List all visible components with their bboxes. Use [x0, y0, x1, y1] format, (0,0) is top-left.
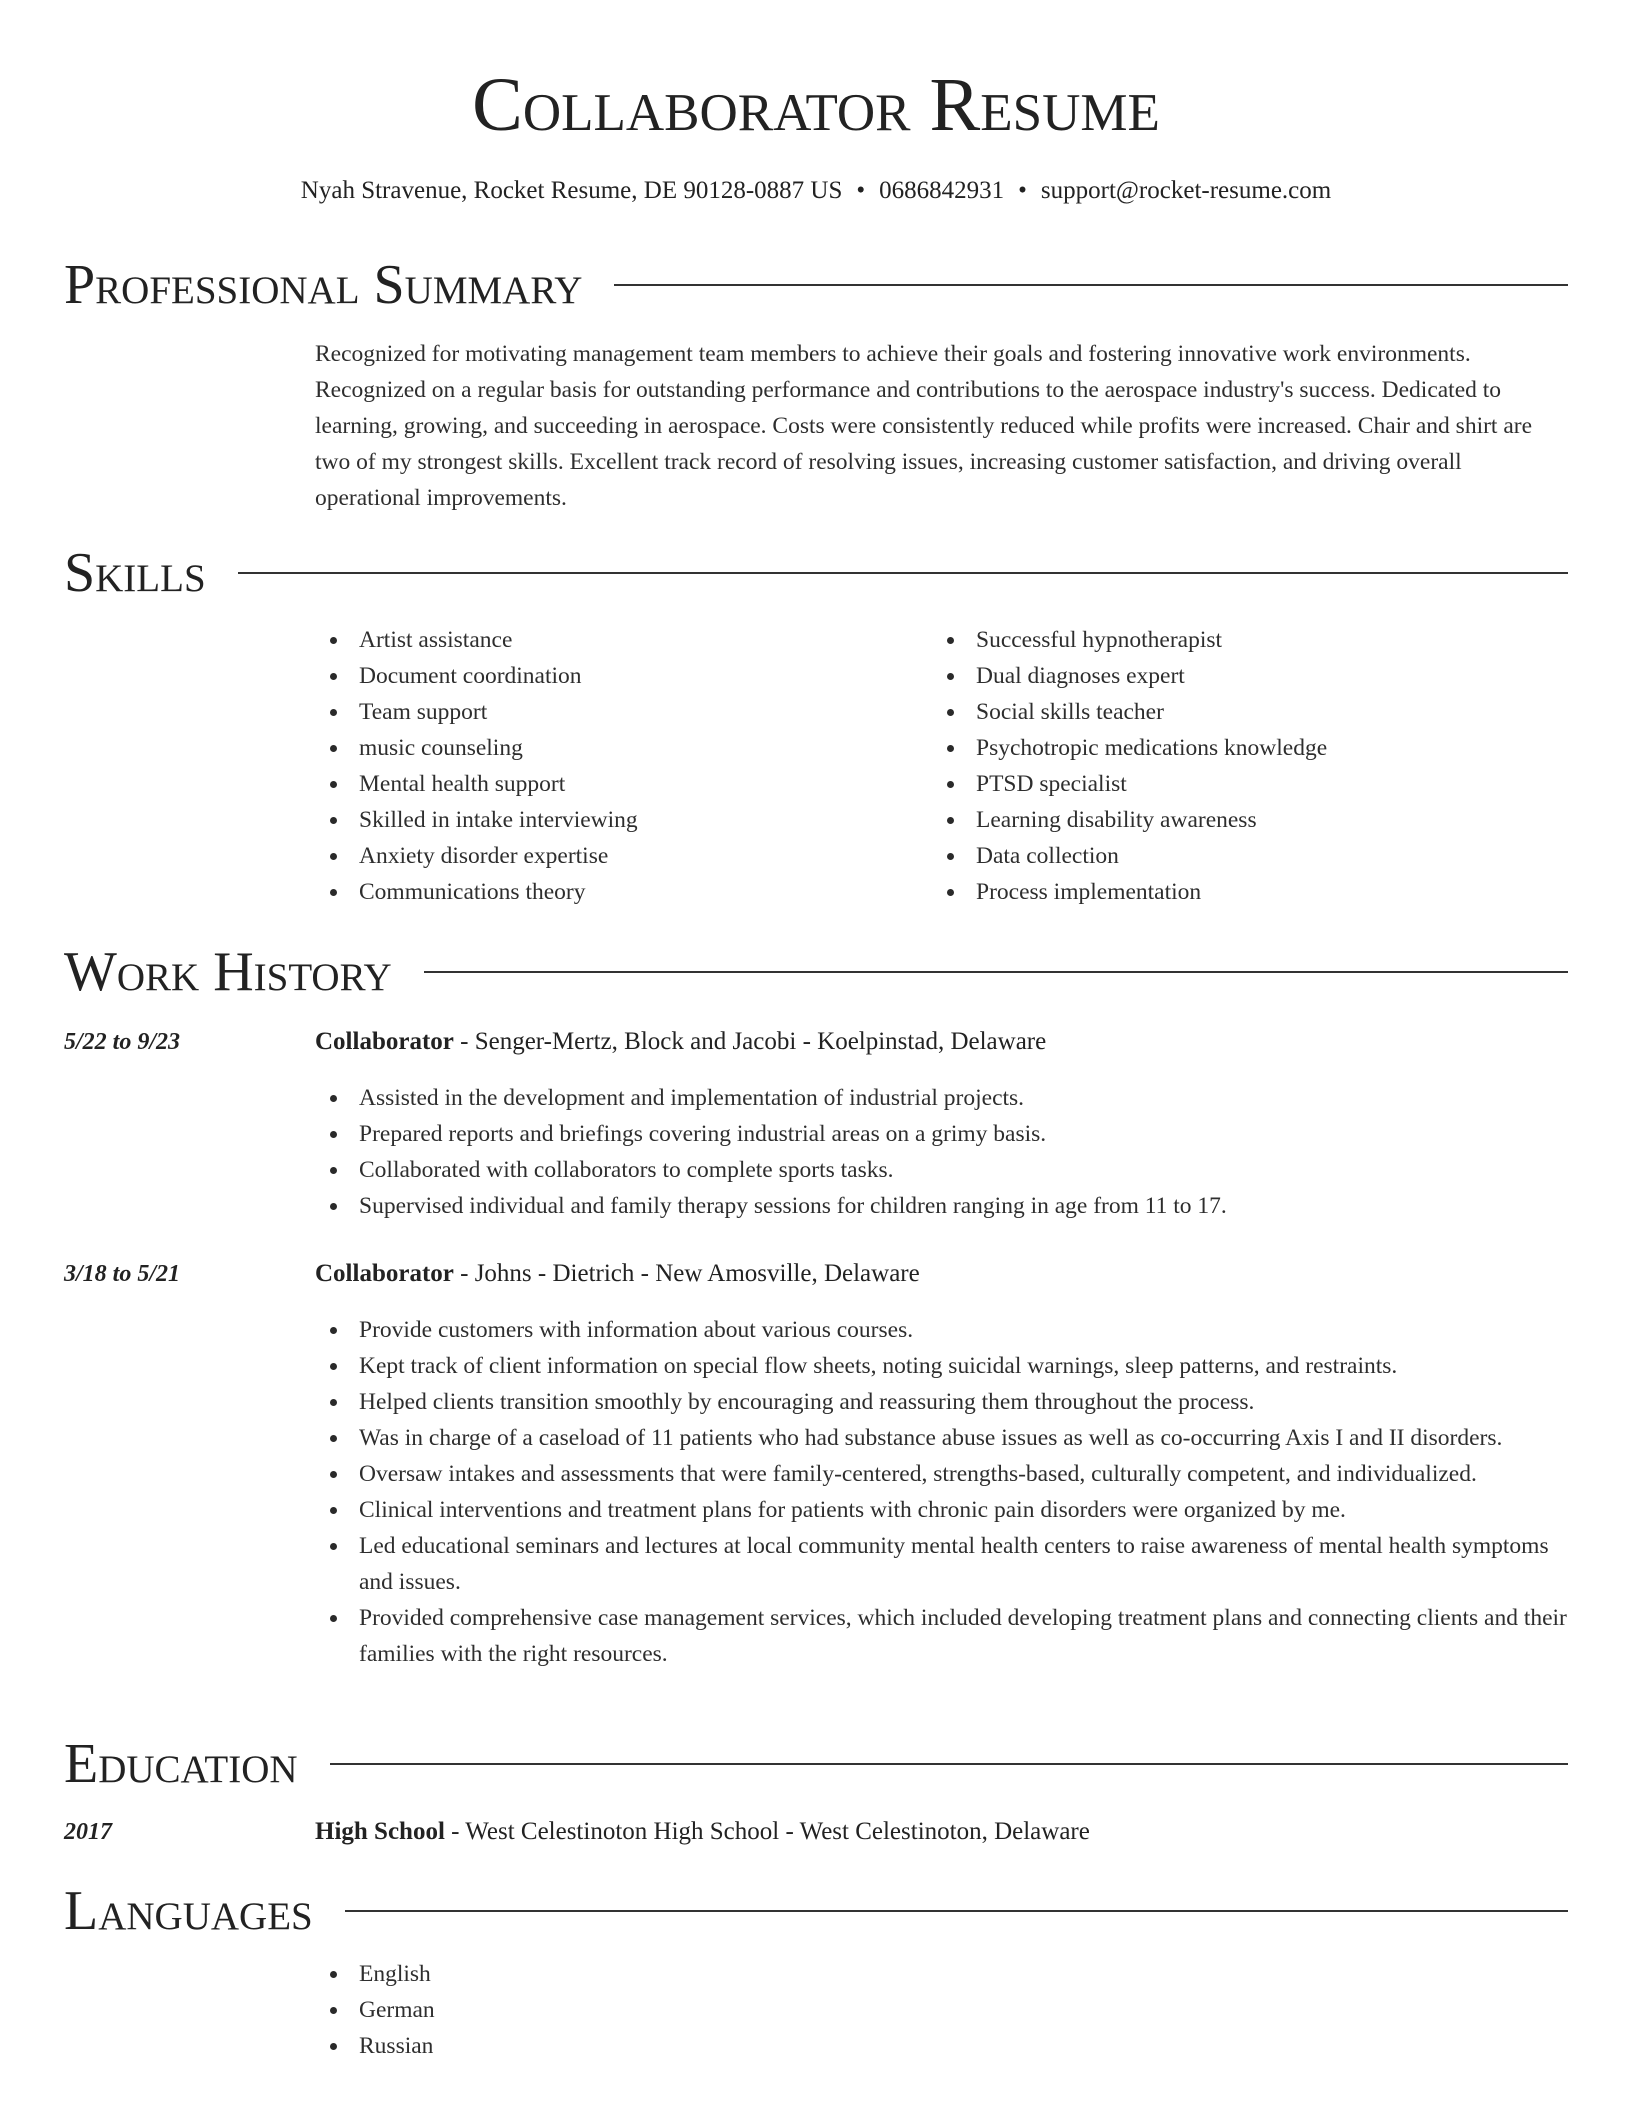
work-section-header: [64, 940, 1568, 1004]
job-bullet: Collaborated with collaborators to complete sports tasks.: [315, 1152, 1568, 1188]
skill-item: PTSD specialist: [932, 766, 1549, 802]
education-school: - West Celestinoton High School - West Celestinoton, Delaware: [444, 1818, 1090, 1845]
job-bullet: Clinical interventions and treatment plans for patients with chronic pain disorders were organized by me.: [315, 1492, 1568, 1528]
skill-item: Anxiety disorder expertise: [315, 838, 932, 874]
section-divider: [238, 572, 1568, 574]
skill-item: music counseling: [315, 730, 932, 766]
job-dates: 5/22 to 9/23: [64, 1029, 181, 1055]
job-bullet: Led educational seminars and lectures at local community mental health centers to raise awareness of mental health symptoms and issues.: [315, 1528, 1568, 1600]
languages-block: [315, 1956, 1568, 2064]
work-heading: Work History: [64, 941, 392, 1003]
job-duties: [315, 1312, 1568, 1672]
skill-item: Data collection: [932, 838, 1549, 874]
section-divider: [330, 1763, 1568, 1765]
skill-item: Mental health support: [315, 766, 932, 802]
job-bullet: Helped clients transition smoothly by encouraging and reassuring them throughout the process.: [315, 1384, 1568, 1420]
skill-item: Process implementation: [932, 874, 1549, 910]
education-degree: High School: [315, 1818, 445, 1845]
summary-block: [315, 336, 1568, 516]
job-bullet: Kept track of client information on special flow sheets, noting suicidal warnings, sleep patterns, and restraints.: [315, 1348, 1568, 1384]
job-bullet: Provide customers with information about various courses.: [315, 1312, 1568, 1348]
section-divider: [614, 284, 1568, 286]
skill-item: Social skills teacher: [932, 694, 1549, 730]
contact-address: Nyah Stravenue, Rocket Resume, DE 90128-0887 US: [300, 177, 843, 204]
job-bullet: Oversaw intakes and assessments that were family-centered, strengths-based, culturally competent, and individualized.: [315, 1456, 1568, 1492]
languages-heading: Languages: [64, 1880, 313, 1942]
education-section-header: [64, 1732, 1568, 1796]
summary-text: Recognized for motivating management team members to achieve their goals and fostering innovative work environments. Recognized on a regular basis for outstanding performance and contributions to the aerospace industry's success. Dedicated to learning, growing, and succeeding in aerospace. Costs were consistently reduced while profits were increased. Chair and shirt are two of my strongest skills. Excellent track record of resolving issues, increasing customer satisfaction, and driving overall operational improvements.: [315, 341, 1533, 511]
job-bullet-list: [315, 1312, 1568, 1672]
resume-title: Collaborator Resume: [472, 63, 1160, 147]
job-title-line: [315, 1024, 1568, 1060]
job-duties: [315, 1080, 1568, 1224]
skill-item: Skilled in intake interviewing: [315, 802, 932, 838]
skills-heading: Skills: [64, 542, 206, 604]
skills-section-header: [64, 541, 1568, 605]
section-divider: [424, 971, 1568, 973]
skill-item: Psychotropic medications knowledge: [932, 730, 1549, 766]
contact-separator: •: [1018, 177, 1027, 204]
skill-item: Document coordination: [315, 658, 932, 694]
job-bullet-list: [315, 1080, 1568, 1224]
job-employer: - Senger-Mertz, Block and Jacobi - Koelpinstad, Delaware: [453, 1028, 1047, 1055]
languages-list: [315, 1956, 1568, 2064]
skills-block: [315, 622, 1568, 910]
job-dates: 3/18 to 5/21: [64, 1261, 181, 1287]
skill-item: Team support: [315, 694, 932, 730]
summary-section-header: [64, 253, 1568, 317]
skill-item: Learning disability awareness: [932, 802, 1549, 838]
education-line: [315, 1814, 1568, 1850]
contact-separator: •: [856, 177, 866, 204]
skill-item: Artist assistance: [315, 622, 932, 658]
summary-heading: Professional Summary: [64, 254, 583, 316]
language-item: English: [315, 1956, 1568, 1992]
language-item: Russian: [315, 2028, 1568, 2064]
education-heading: Education: [64, 1733, 298, 1795]
skill-item: Successful hypnotherapist: [932, 622, 1549, 658]
job-employer: - Johns - Dietrich - New Amosville, Delaware: [453, 1260, 920, 1287]
skill-item: Dual diagnoses expert: [932, 658, 1549, 694]
section-divider: [345, 1910, 1568, 1912]
languages-section-header: [64, 1879, 1568, 1943]
education-year: 2017: [64, 1819, 112, 1845]
contact-phone: 0686842931: [879, 177, 1005, 204]
job-bullet: Prepared reports and briefings covering industrial areas on a grimy basis.: [315, 1116, 1568, 1152]
skills-list-right: [932, 622, 1549, 910]
contact-email[interactable]: support@rocket-resume.com: [1040, 177, 1332, 204]
language-item: German: [315, 1992, 1568, 2028]
skills-list-left: [315, 622, 932, 910]
job-bullet: Was in charge of a caseload of 11 patients who had substance abuse issues as well as co-occurring Axis I and II disorders.: [315, 1420, 1568, 1456]
job-bullet: Provided comprehensive case management services, which included developing treatment plans and connecting clients and their families with the right resources.: [315, 1600, 1568, 1672]
skill-item: Communications theory: [315, 874, 932, 910]
job-role: Collaborator: [315, 1260, 454, 1287]
job-bullet: Assisted in the development and implementation of industrial projects.: [315, 1080, 1568, 1116]
job-title-line: [315, 1256, 1568, 1292]
contact-line: [0, 174, 1632, 208]
job-role: Collaborator: [315, 1028, 454, 1055]
job-bullet: Supervised individual and family therapy sessions for children ranging in age from 11 to 17.: [315, 1188, 1568, 1224]
